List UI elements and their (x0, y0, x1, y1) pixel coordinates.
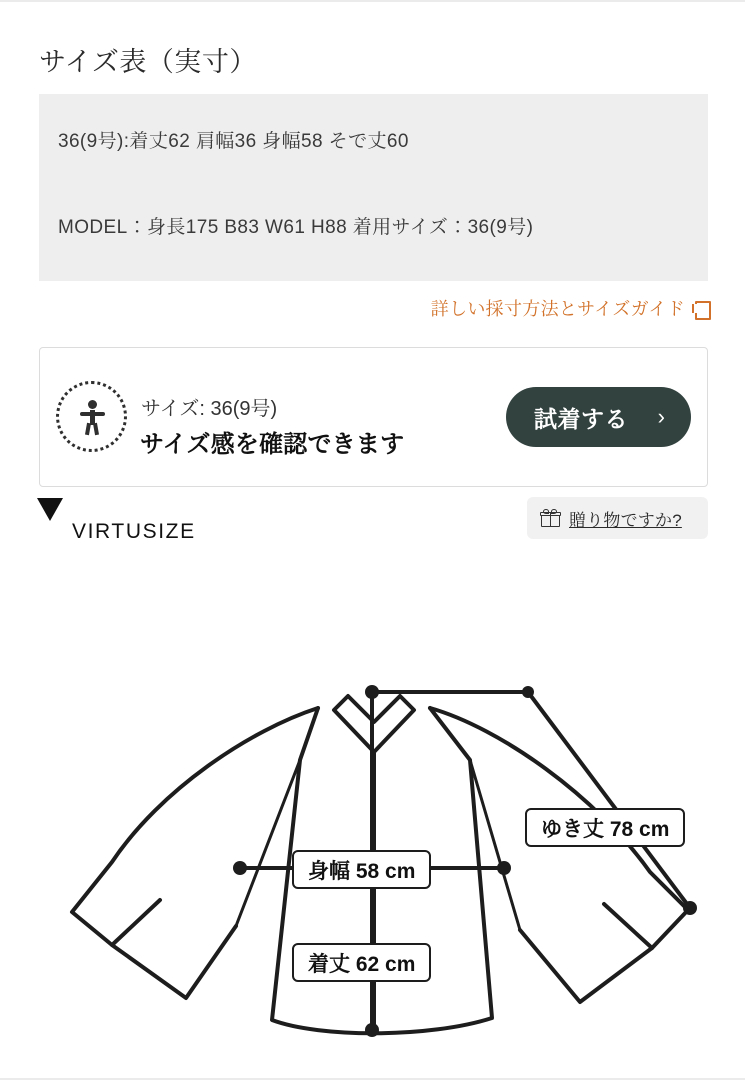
size-guide-link[interactable] (431, 295, 708, 321)
page-title: サイズ表（実寸） (39, 47, 257, 78)
size-spec-measurements: 36(9号):着丈62 肩幅36 身幅58 そで丈60 (58, 131, 409, 152)
measurement-diagram (0, 600, 745, 1080)
virtusize-wordmark: VIRTUSIZE (72, 520, 196, 543)
try-on-button[interactable] (506, 387, 691, 447)
size-spec-panel (39, 94, 708, 281)
body-width-label: 身幅 58 cm (292, 850, 431, 889)
virtusize-size-label: サイズ: 36(9号) (141, 398, 278, 420)
gift-wrapping-label: 贈り物ですか? (569, 510, 682, 530)
gift-icon (541, 509, 560, 527)
size-guide-link-label: 詳しい採寸方法とサイズガイド (430, 299, 685, 319)
chevron-right-icon: › (657, 404, 665, 429)
virtusize-mark-icon (37, 521, 63, 544)
sleeve-length-label: ゆき丈 78 cm (525, 808, 685, 847)
external-link-icon (692, 300, 708, 317)
person-icon (56, 381, 127, 452)
try-on-button-label: 試着する (534, 405, 628, 432)
virtusize-headline: サイズ感を確認できます (140, 431, 405, 458)
size-spec-model-info: MODEL：身長175 B83 W61 H88 着用サイズ：36(9号) (58, 217, 534, 238)
top-divider (0, 0, 745, 2)
body-length-label: 着丈 62 cm (292, 943, 431, 982)
virtusize-logo (37, 520, 196, 544)
gift-wrapping-button[interactable] (527, 497, 708, 539)
